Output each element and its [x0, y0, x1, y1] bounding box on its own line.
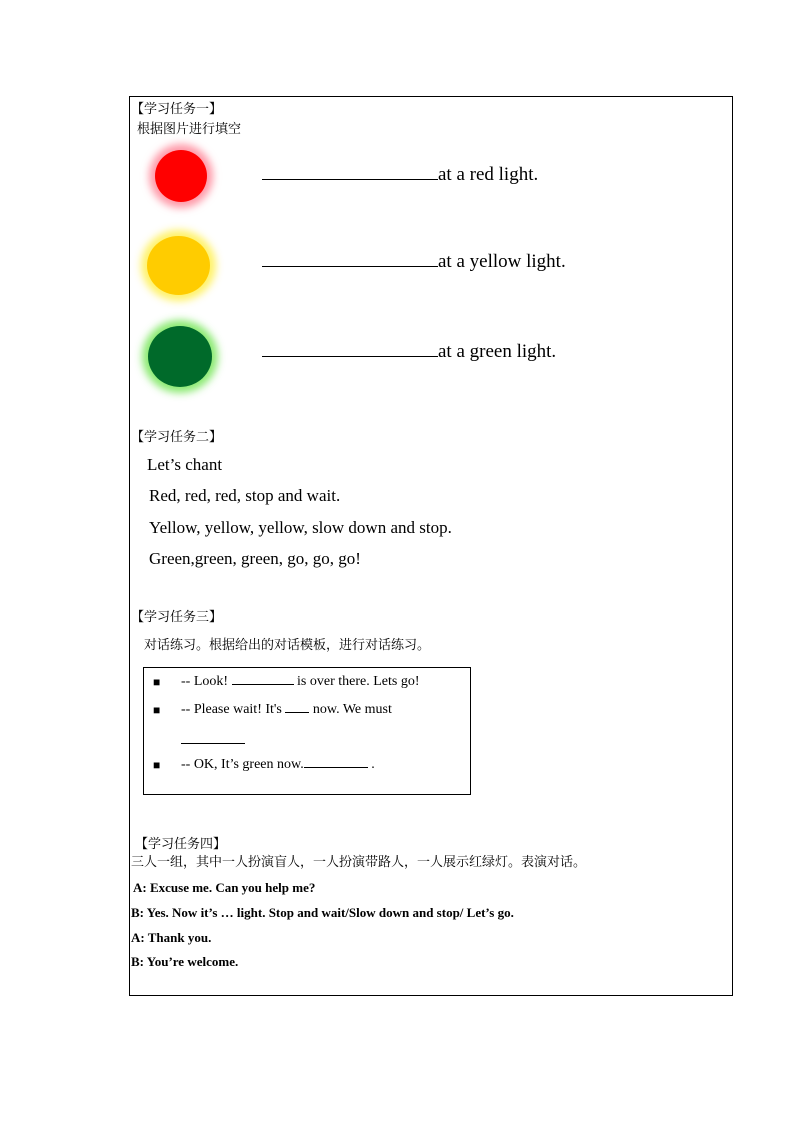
red-light-icon	[155, 150, 207, 202]
fill-blank-red[interactable]	[262, 179, 438, 180]
chant-line-2: Yellow, yellow, yellow, slow down and stop.	[149, 518, 452, 537]
task1-line-red-text: at a red light.	[438, 164, 539, 185]
template-line-2	[181, 702, 392, 718]
template-line-3	[181, 757, 375, 773]
green-light-icon	[148, 326, 212, 387]
task1-line-green	[262, 341, 556, 363]
dialog-line-4: B: You’re welcome.	[131, 954, 239, 969]
template-line-3-end: .	[371, 757, 375, 772]
task1-line-yellow-text: at a yellow light.	[438, 251, 566, 272]
task3-instruction: 对话练习。根据给出的对话模板，进行对话练习。	[144, 638, 431, 653]
bullet-icon: ■	[153, 703, 161, 717]
yellow-light-icon	[147, 236, 210, 295]
task1-header: 【学习任务一】	[131, 102, 223, 117]
fill-blank-green[interactable]	[262, 356, 438, 357]
task1-line-yellow	[262, 251, 566, 273]
task1-instruction: 根据图片进行填空	[137, 122, 242, 137]
template-line-2-end: now. We must	[312, 702, 392, 717]
task1-line-red	[262, 164, 538, 186]
chant-line-3: Green,green, green, go, go, go!	[149, 549, 361, 568]
task4-instruction: 三人一组，其中一人扮演盲人，一人扮演带路人，一人展示红绿灯。表演对话。	[131, 855, 587, 870]
dialog-line-3: A: Thank you.	[131, 930, 212, 945]
bullet-icon: ■	[153, 758, 161, 772]
template-blank-2[interactable]	[285, 712, 309, 713]
fill-blank-yellow[interactable]	[262, 266, 438, 267]
template-line-2-start: -- Please wait! It's	[181, 702, 282, 717]
task4-header: 【学习任务四】	[135, 837, 227, 852]
chant-title: Let’s chant	[147, 455, 223, 474]
template-line-1	[181, 674, 420, 690]
template-blank-3[interactable]	[181, 743, 245, 744]
task1-line-green-text: at a green light.	[438, 341, 557, 362]
template-blank-4[interactable]	[304, 767, 368, 768]
task2-header: 【学习任务二】	[131, 430, 223, 445]
bullet-icon: ■	[153, 675, 161, 689]
task3-header: 【学习任务三】	[131, 610, 223, 625]
template-line-1-end: is over there. Lets go!	[297, 674, 420, 689]
template-line-3-start: -- OK, It’s green now.	[181, 757, 304, 772]
dialog-line-1: A: Excuse me. Can you help me?	[133, 880, 316, 895]
chant-line-1: Red, red, red, stop and wait.	[149, 486, 341, 505]
dialog-line-2: B: Yes. Now it’s … light. Stop and wait/Slow down and stop/ Let’s go.	[131, 905, 514, 920]
template-blank-1[interactable]	[232, 684, 294, 685]
template-line-1-start: -- Look!	[181, 674, 229, 689]
